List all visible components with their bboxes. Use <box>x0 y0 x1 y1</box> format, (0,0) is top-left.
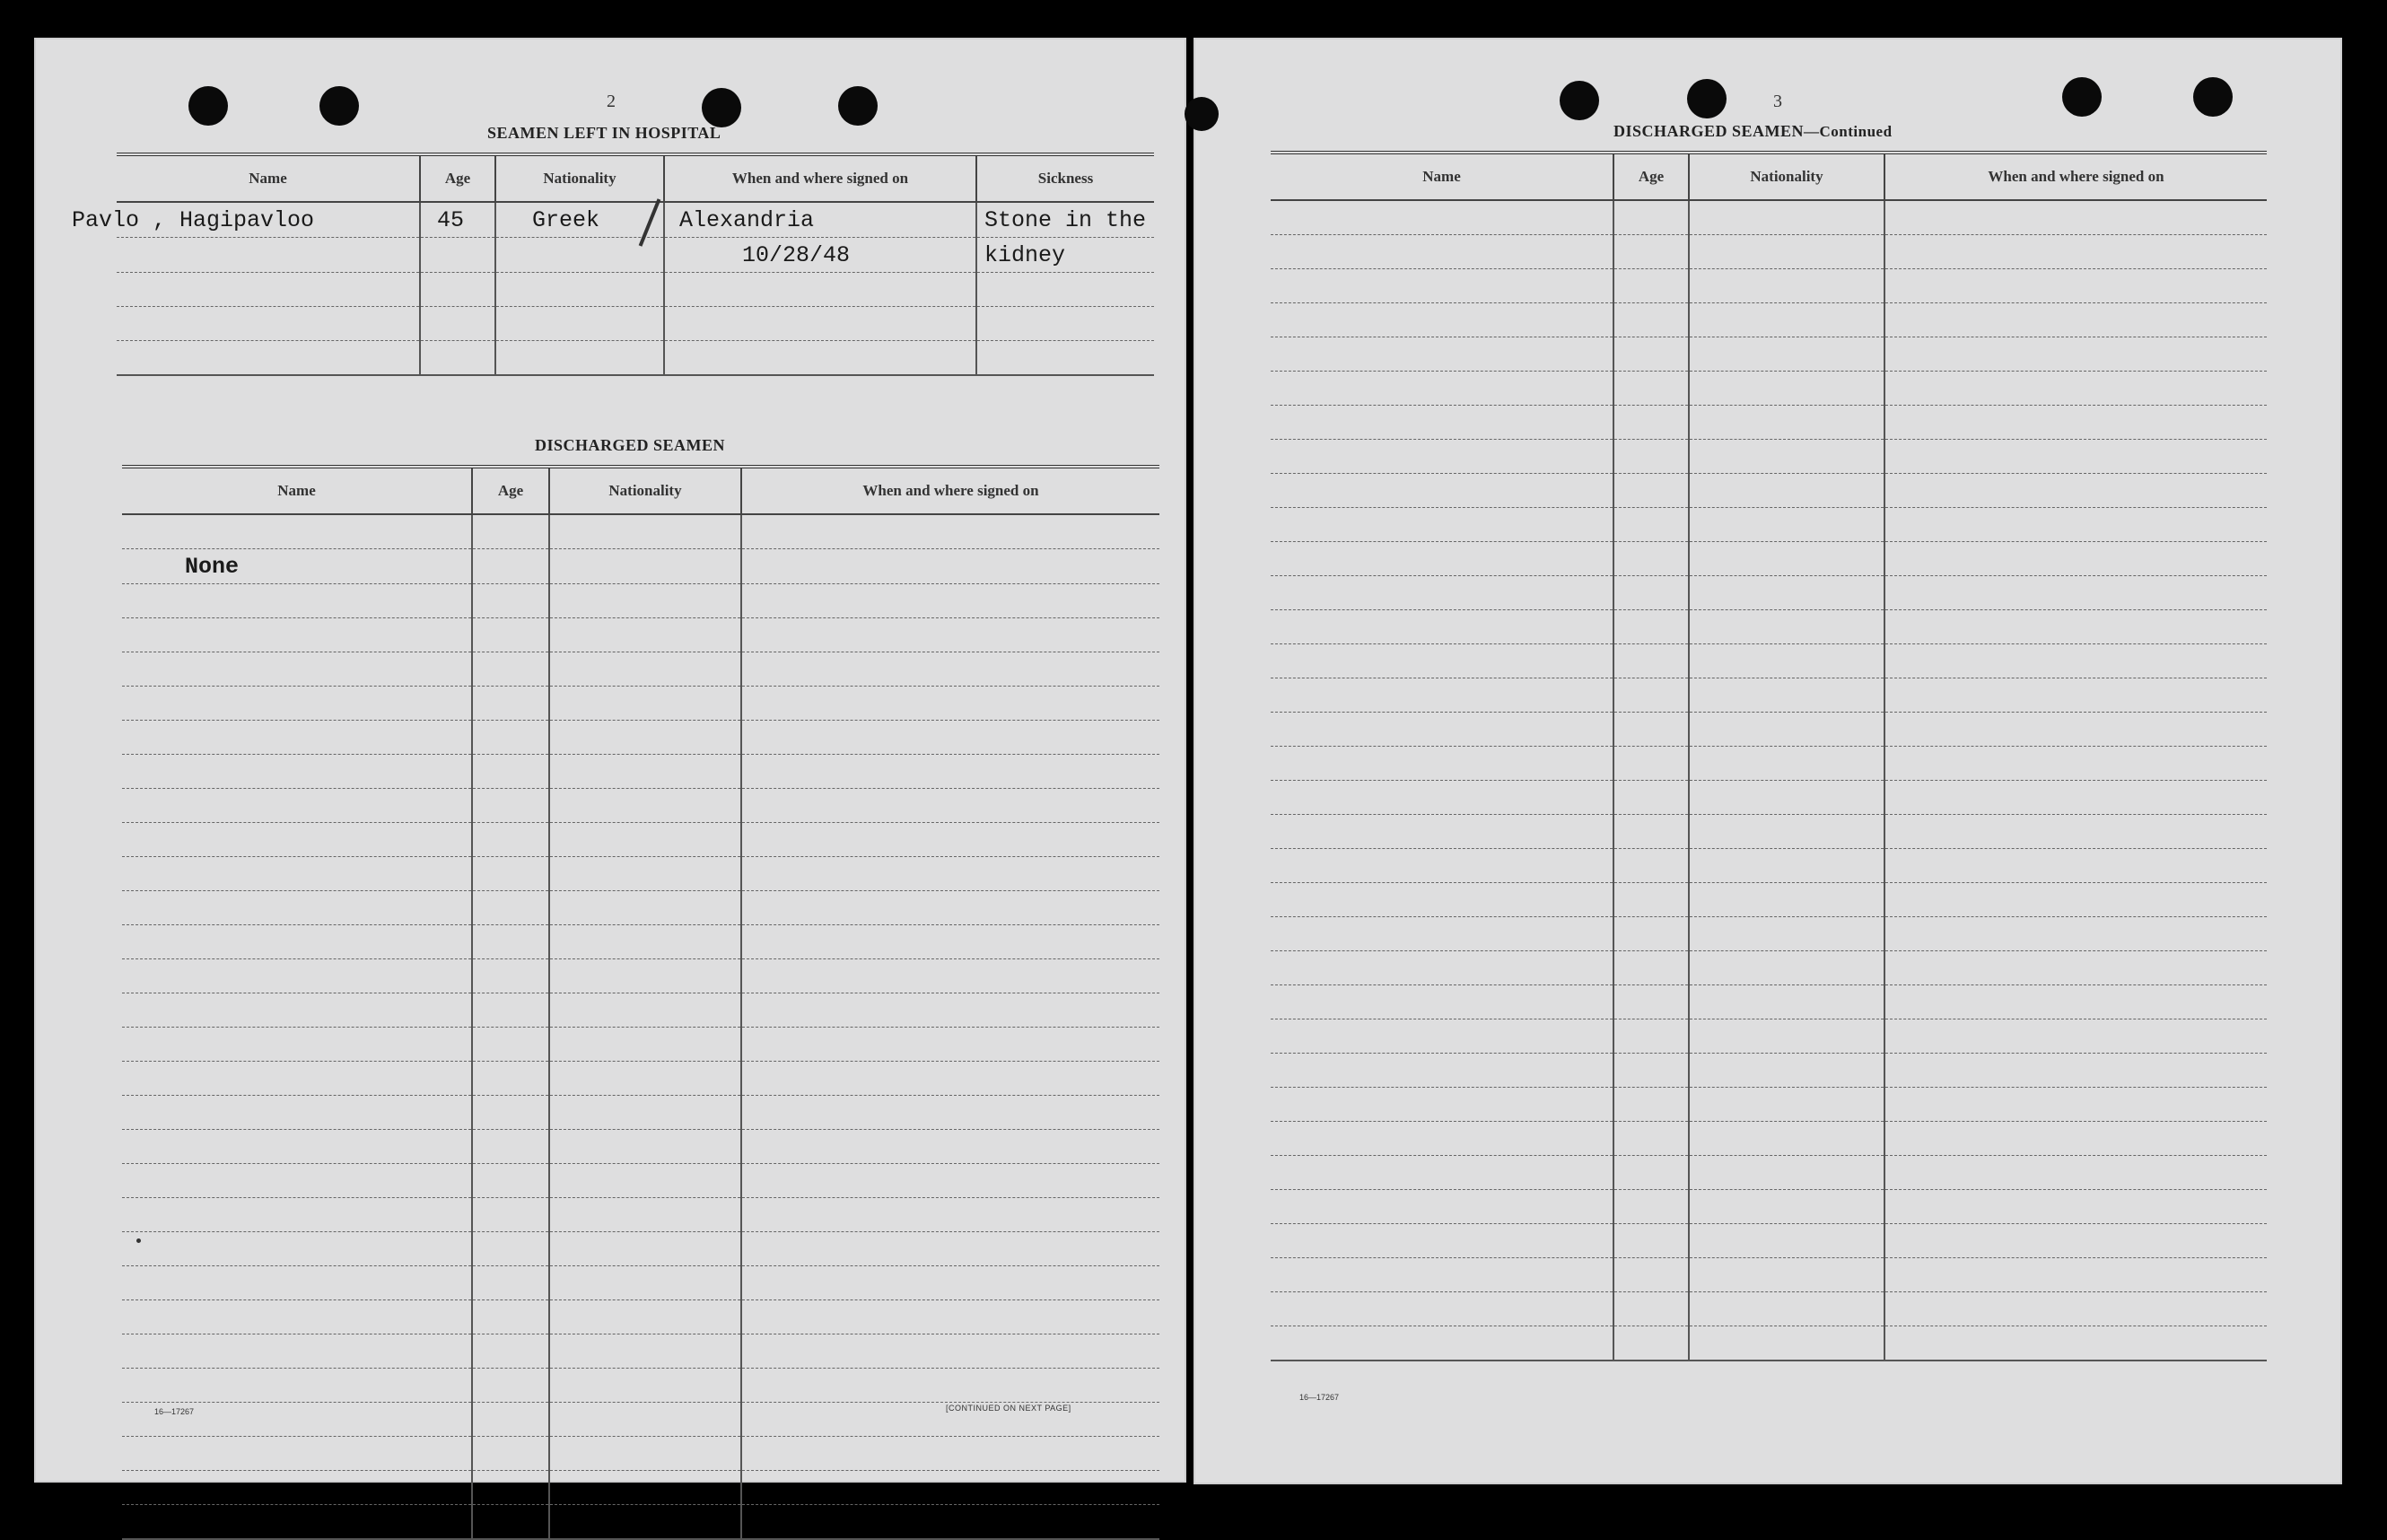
punch-hole <box>838 86 878 126</box>
table-row <box>1271 1088 2267 1122</box>
table-row <box>1271 644 2267 678</box>
discharged-continued-title <box>1613 122 1893 141</box>
table-row <box>122 514 1159 549</box>
table-row <box>1271 781 2267 815</box>
entry-name: Pavlo , Hagipavloo <box>72 207 315 233</box>
column-header-age: Age <box>1613 153 1689 200</box>
table-row <box>122 618 1159 652</box>
table-header-row <box>122 467 1159 514</box>
cell-age <box>420 202 495 238</box>
column-header-nationality: Nationality <box>495 154 664 202</box>
page-number: 2 <box>607 92 616 111</box>
table-row <box>122 1130 1159 1164</box>
entry-signed-on-date: 10/28/48 <box>742 242 851 268</box>
table-row <box>1271 1190 2267 1224</box>
table-row <box>1271 1326 2267 1361</box>
table-row <box>122 584 1159 618</box>
cell-signed-on <box>664 202 976 238</box>
table-row <box>122 755 1159 789</box>
table-row <box>1271 303 2267 337</box>
table-row <box>122 1471 1159 1505</box>
table-row <box>1271 235 2267 269</box>
table-row <box>1271 849 2267 883</box>
punch-hole <box>1560 81 1599 120</box>
table-row <box>122 993 1159 1028</box>
table-row <box>1271 747 2267 781</box>
hospital-table <box>72 153 1154 376</box>
table-row <box>1271 1019 2267 1054</box>
table-row <box>1271 1156 2267 1190</box>
table-row <box>117 202 1154 238</box>
entry-signed-on-place: Alexandria <box>679 207 815 233</box>
table-row <box>122 652 1159 687</box>
punch-hole <box>702 88 741 127</box>
table-row <box>1271 1054 2267 1088</box>
column-header-age: Age <box>420 154 495 202</box>
entry-age: 45 <box>437 207 465 233</box>
table-row <box>1271 610 2267 644</box>
table-row <box>1271 406 2267 440</box>
cell-sickness <box>976 202 1154 238</box>
table-row <box>1271 440 2267 474</box>
table-row <box>1271 200 2267 235</box>
punch-hole <box>1185 97 1219 131</box>
table-row <box>1271 985 2267 1019</box>
table-row <box>117 238 1154 273</box>
punch-hole <box>2062 77 2102 117</box>
table-row <box>122 925 1159 959</box>
column-header-signed-on: When and where signed on <box>664 154 976 202</box>
table-row <box>1271 542 2267 576</box>
table-row <box>122 1334 1159 1369</box>
entry-sickness-line2: kidney <box>984 242 1066 268</box>
table-row <box>1271 337 2267 372</box>
column-header-nationality: Nationality <box>1689 153 1884 200</box>
table-row <box>122 549 1159 584</box>
column-header-nationality: Nationality <box>549 467 741 514</box>
discharged-entry-none: None <box>185 554 240 580</box>
right-page <box>1194 38 2342 1484</box>
hospital-section-title: SEAMEN LEFT IN HOSPITAL <box>487 124 721 142</box>
column-header-signed-on: When and where signed on <box>1884 153 2267 200</box>
table-row <box>122 891 1159 925</box>
form-code: 16—17267 <box>1299 1393 1340 1402</box>
column-header-name: Name <box>1271 153 1613 200</box>
punch-hole <box>319 86 359 126</box>
table-row <box>1271 713 2267 747</box>
table-row <box>1271 372 2267 406</box>
table-row <box>122 1096 1159 1130</box>
discharged-table <box>122 465 1159 1540</box>
punch-hole <box>1687 79 1727 118</box>
column-header-age: Age <box>472 467 549 514</box>
continued-note: [CONTINUED ON NEXT PAGE] <box>946 1404 1071 1413</box>
table-row <box>122 1437 1159 1471</box>
table-row <box>1271 1292 2267 1326</box>
table-row <box>117 341 1154 376</box>
table-row <box>1271 1122 2267 1156</box>
entry-nationality: Greek <box>532 207 600 233</box>
table-row <box>122 959 1159 993</box>
column-header-signed-on: When and where signed on <box>741 467 1159 514</box>
table-row <box>1271 678 2267 713</box>
table-row <box>1271 951 2267 985</box>
left-page <box>34 38 1186 1483</box>
discharged-continued-suffix: —Continued <box>1804 123 1893 140</box>
table-row <box>117 307 1154 341</box>
ink-speck <box>136 1238 141 1243</box>
table-row <box>122 721 1159 755</box>
table-row <box>122 789 1159 823</box>
table-row <box>1271 474 2267 508</box>
table-header-row <box>1271 153 2267 200</box>
cell-name <box>72 202 420 238</box>
table-row <box>122 1266 1159 1300</box>
table-row <box>122 1232 1159 1266</box>
table-row <box>1271 815 2267 849</box>
punch-hole <box>188 86 228 126</box>
column-header-name: Name <box>117 154 420 202</box>
table-row <box>122 823 1159 857</box>
table-row <box>122 857 1159 891</box>
form-code: 16—17267 <box>154 1407 195 1416</box>
discharged-continued-table <box>1271 151 2267 1361</box>
table-row <box>122 1300 1159 1334</box>
table-row <box>1271 883 2267 917</box>
punch-hole <box>2193 77 2233 117</box>
table-row <box>1271 1224 2267 1258</box>
column-header-sickness: Sickness <box>976 154 1154 202</box>
table-row <box>1271 508 2267 542</box>
table-header-row <box>117 154 1154 202</box>
table-row <box>1271 269 2267 303</box>
cell-nationality <box>495 202 664 238</box>
table-row <box>122 1164 1159 1198</box>
table-row <box>122 1505 1159 1540</box>
discharged-section-title: DISCHARGED SEAMEN <box>535 436 726 454</box>
table-row <box>117 273 1154 307</box>
discharged-continued-title-main: DISCHARGED SEAMEN <box>1613 122 1805 140</box>
table-row <box>122 1198 1159 1232</box>
table-row <box>122 1062 1159 1096</box>
table-row <box>1271 917 2267 951</box>
table-row <box>122 1369 1159 1403</box>
table-row <box>122 687 1159 721</box>
column-header-name: Name <box>122 467 472 514</box>
table-row <box>1271 576 2267 610</box>
entry-sickness-line1: Stone in the <box>984 207 1147 233</box>
page-number: 3 <box>1773 92 1782 111</box>
table-row <box>1271 1258 2267 1292</box>
table-row <box>122 1028 1159 1062</box>
